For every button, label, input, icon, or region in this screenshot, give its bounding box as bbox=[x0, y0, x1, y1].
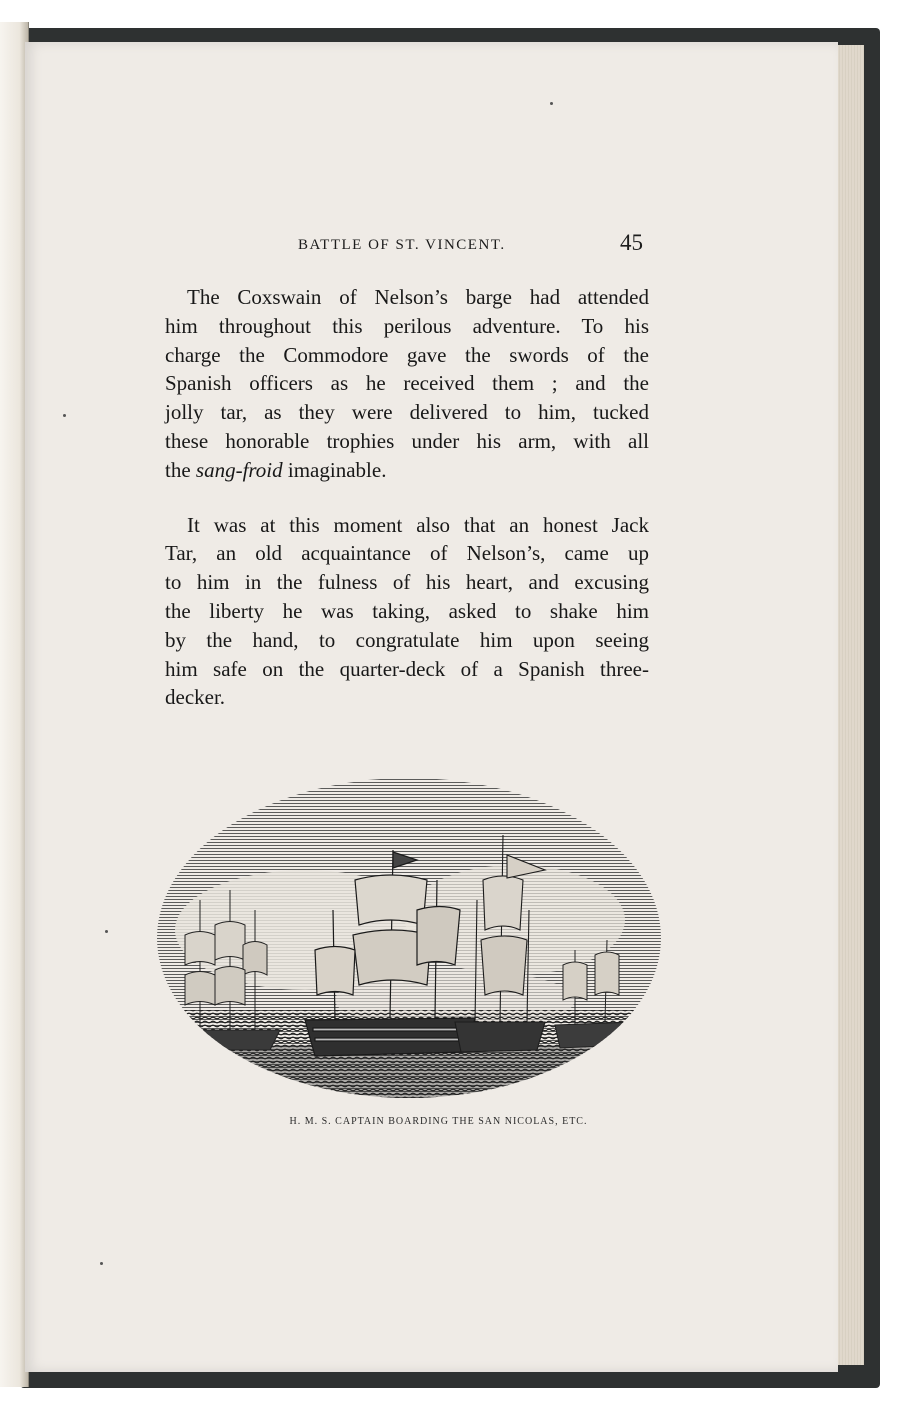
page-number: 45 bbox=[620, 230, 643, 255]
page-speck bbox=[100, 1262, 103, 1265]
body-text bbox=[165, 283, 649, 712]
text-line: by the hand, to congratulate him upon seeing bbox=[165, 627, 649, 652]
running-title: BATTLE OF ST. VINCENT. bbox=[298, 237, 506, 253]
ship-engraving bbox=[155, 760, 663, 1102]
text-line-last bbox=[165, 456, 649, 485]
text-line: these honorable trophies under his arm, with all bbox=[165, 428, 649, 453]
text-fragment: imaginable. bbox=[282, 457, 387, 482]
text-line: Spanish officers as he received them ; and the bbox=[165, 371, 649, 396]
text-line: jolly tar, as they were delivered to him, tucked bbox=[165, 400, 649, 425]
page-speck bbox=[105, 930, 108, 933]
text-line-last: decker. bbox=[165, 685, 226, 710]
book-page bbox=[25, 42, 838, 1372]
text-line: Tar, an old acquaintance of Nelson’s, came up bbox=[165, 541, 649, 566]
text-line: charge the Commodore gave the swords of the bbox=[165, 342, 649, 367]
text-line: him throughout this perilous adventure. To his bbox=[165, 313, 649, 338]
illustration-caption: H. M. S. CAPTAIN BOARDING THE SAN NICOLAS, ETC. bbox=[289, 1116, 588, 1127]
paragraph-coxswain bbox=[165, 283, 649, 485]
text-line: to him in the fulness of his heart, and excusing bbox=[165, 570, 649, 595]
engraving-vignette bbox=[155, 760, 663, 1102]
text-line: It was at this moment also that an honest Jack bbox=[187, 512, 649, 537]
page-block-edges bbox=[838, 45, 864, 1365]
text-line: him safe on the quarter-deck of a Spanish three- bbox=[165, 656, 649, 681]
page-speck bbox=[63, 414, 66, 417]
page-speck bbox=[550, 102, 553, 105]
text-line: the liberty he was taking, asked to shake him bbox=[165, 598, 649, 623]
paragraph-jack-tar bbox=[165, 511, 649, 713]
text-fragment: the bbox=[165, 457, 196, 482]
italic-phrase: sang-froid bbox=[195, 457, 283, 482]
text-line: The Coxswain of Nelson’s barge had attended bbox=[187, 285, 649, 309]
